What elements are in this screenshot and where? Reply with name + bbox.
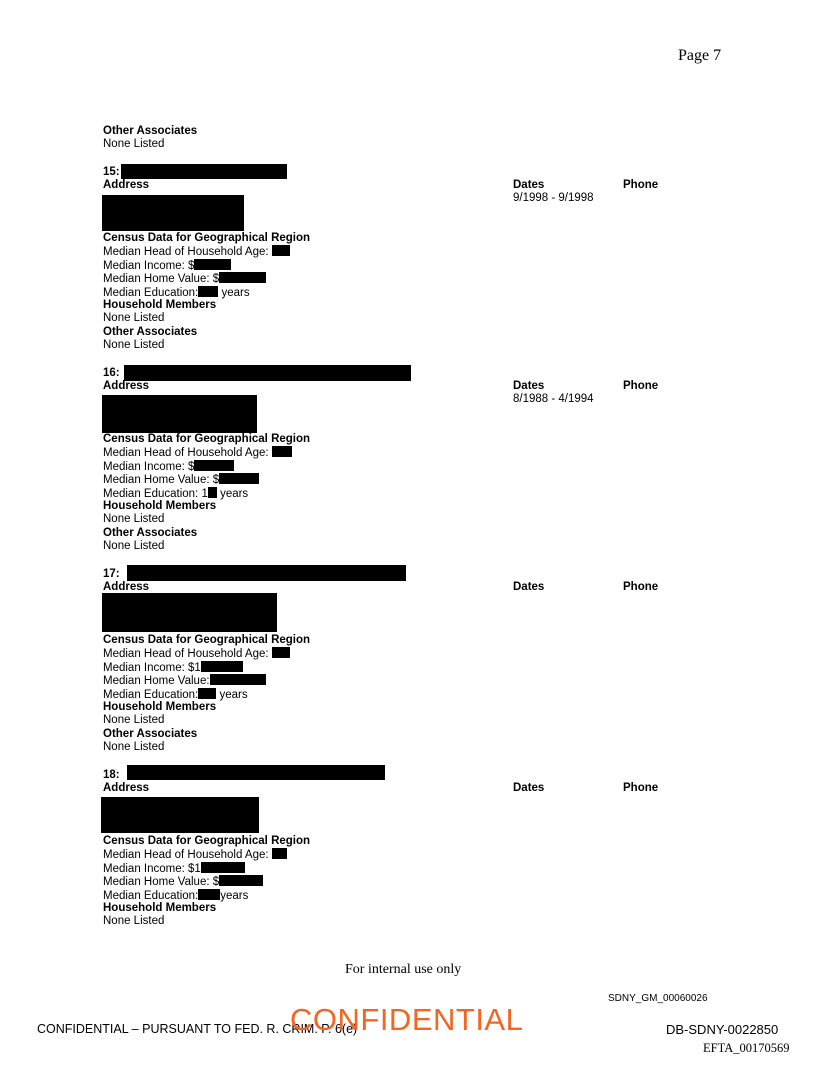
redaction-inline — [194, 460, 234, 471]
head-age-line — [103, 446, 310, 459]
income-line — [103, 661, 310, 674]
entry-number: 17: — [103, 568, 120, 580]
redaction-bar — [124, 365, 411, 381]
home-value-line — [103, 272, 310, 285]
dates-value: 8/1988 - 4/1994 — [513, 393, 594, 405]
home-value-label: Median Home Value: $ — [103, 876, 220, 889]
internal-use-note: For internal use only — [345, 962, 462, 977]
associates-value: None Listed — [103, 741, 165, 754]
entry-number: 15: — [103, 166, 120, 178]
page-number: Page 7 — [678, 47, 722, 64]
education-line — [103, 487, 310, 500]
education-label: Median Education: — [103, 688, 199, 701]
income-label: Median Income: $ — [103, 259, 195, 272]
phone-label: Phone — [623, 380, 659, 392]
other-associates-value: None Listed — [103, 138, 165, 151]
education-label: Median Education: 1 — [103, 487, 208, 500]
redaction-inline — [198, 286, 218, 297]
redaction-inline — [272, 446, 292, 457]
address-label: Address — [103, 380, 150, 392]
education-suffix: years — [219, 688, 248, 701]
income-label: Median Income: $1 — [103, 862, 201, 875]
redaction-inline — [201, 862, 245, 873]
members-heading: Household Members — [103, 298, 217, 311]
head-age-label: Median Head of Household Age: — [103, 246, 269, 259]
redaction-block — [102, 195, 244, 231]
redaction-block — [101, 797, 259, 833]
address-label: Address — [103, 581, 150, 593]
income-line — [103, 259, 310, 272]
education-suffix: years — [220, 889, 249, 902]
redaction-inline — [272, 848, 287, 859]
dates-label: Dates — [513, 179, 545, 191]
education-suffix: years — [221, 286, 250, 299]
top-associates — [103, 125, 197, 152]
members-value: None Listed — [103, 312, 165, 325]
associates-heading: Other Associates — [103, 526, 198, 539]
head-age-line — [103, 848, 310, 861]
dates-label: Dates — [513, 581, 545, 593]
members-heading: Household Members — [103, 901, 217, 914]
associates-heading: Other Associates — [103, 325, 198, 338]
bates-db-number: DB-SDNY-0022850 — [666, 1022, 779, 1037]
education-line — [103, 286, 310, 299]
education-suffix: years — [220, 487, 249, 500]
address-label: Address — [103, 782, 150, 794]
associates-value: None Listed — [103, 339, 165, 352]
census-heading: Census Data for Geographical Region — [103, 232, 311, 244]
home-value-label: Median Home Value: — [103, 675, 210, 688]
efta-number: EFTA_00170569 — [703, 1041, 790, 1055]
census-heading: Census Data for Geographical Region — [103, 835, 311, 847]
redaction-inline — [198, 889, 220, 900]
redaction-bar — [127, 765, 385, 780]
redaction-inline — [210, 674, 266, 685]
income-line — [103, 460, 310, 473]
redaction-inline — [198, 688, 216, 699]
head-age-label: Median Head of Household Age: — [103, 648, 269, 661]
education-line — [103, 688, 310, 701]
redaction-inline — [201, 661, 243, 672]
redaction-inline — [272, 245, 290, 256]
census-block — [103, 835, 310, 929]
redaction-bar — [127, 565, 406, 581]
phone-label: Phone — [623, 179, 659, 191]
redaction-block — [102, 593, 277, 632]
other-associates-heading: Other Associates — [103, 125, 198, 137]
dates-label: Dates — [513, 380, 545, 392]
bates-gm-number: SDNY_GM_00060026 — [608, 993, 708, 1004]
redaction-bar — [121, 164, 287, 179]
dates-value: 9/1998 - 9/1998 — [513, 192, 594, 204]
members-value: None Listed — [103, 513, 165, 526]
income-line — [103, 862, 310, 875]
members-value: None Listed — [103, 915, 165, 928]
head-age-line — [103, 647, 310, 660]
redaction-inline — [208, 487, 217, 498]
home-value-label: Median Home Value: $ — [103, 273, 220, 286]
members-heading: Household Members — [103, 700, 217, 713]
redaction-inline — [219, 272, 266, 283]
entry-number: 16: — [103, 367, 120, 379]
confidential-notice: CONFIDENTIAL – PURSUANT TO FED. R. CRIM. P. 6(e) — [37, 1022, 358, 1036]
education-label: Median Education: — [103, 286, 199, 299]
associates-heading: Other Associates — [103, 727, 198, 740]
head-age-line — [103, 245, 310, 258]
members-value: None Listed — [103, 714, 165, 727]
address-label: Address — [103, 179, 150, 191]
confidential-stamp: CONFIDENTIAL — [290, 1002, 524, 1037]
census-heading: Census Data for Geographical Region — [103, 433, 311, 445]
redaction-inline — [272, 647, 290, 658]
entry-number: 18: — [103, 769, 120, 781]
redaction-inline — [219, 473, 259, 484]
home-value-line — [103, 875, 310, 888]
redaction-inline — [194, 259, 231, 270]
associates-value: None Listed — [103, 540, 165, 553]
census-block — [103, 232, 310, 353]
income-label: Median Income: $1 — [103, 661, 201, 674]
dates-label: Dates — [513, 782, 545, 794]
census-heading: Census Data for Geographical Region — [103, 634, 311, 646]
head-age-label: Median Head of Household Age: — [103, 849, 269, 862]
census-block — [103, 433, 310, 554]
head-age-label: Median Head of Household Age: — [103, 447, 269, 460]
census-block — [103, 634, 310, 755]
income-label: Median Income: $ — [103, 460, 195, 473]
home-value-line — [103, 473, 310, 486]
phone-label: Phone — [623, 782, 659, 794]
phone-label: Phone — [623, 581, 659, 593]
education-label: Median Education: — [103, 889, 199, 902]
home-value-label: Median Home Value: $ — [103, 474, 220, 487]
education-line — [103, 889, 310, 902]
redaction-block — [102, 395, 257, 433]
members-heading: Household Members — [103, 499, 217, 512]
redaction-inline — [219, 875, 263, 886]
home-value-line — [103, 674, 310, 687]
